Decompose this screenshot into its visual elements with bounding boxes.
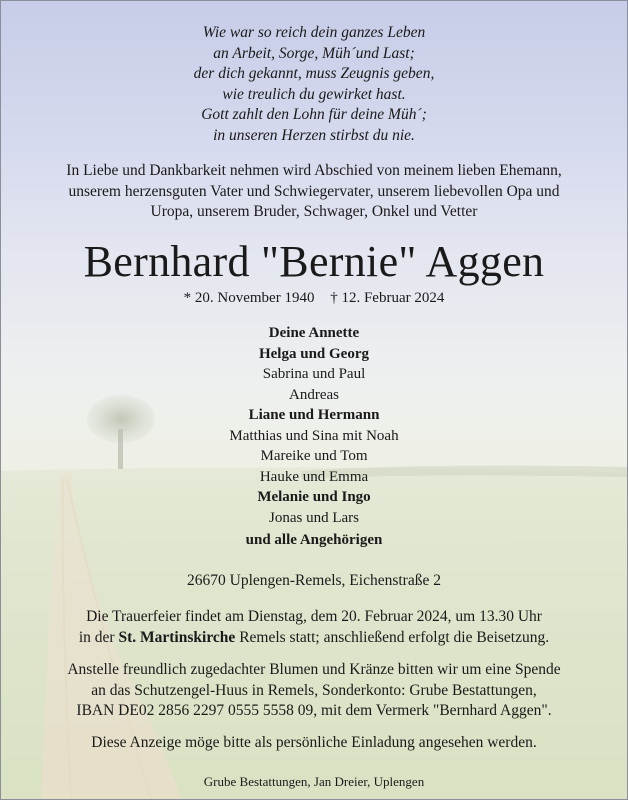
family-member: Jonas und Lars (269, 509, 359, 526)
service-line: Die Trauerfeier findet am Dienstag, dem 20. Februar 2024, um 13.30 Uhr (86, 608, 542, 625)
family-member: Mareike und Tom (260, 448, 368, 464)
donation-line: IBAN DE02 2856 2297 0555 5558 09, mit dem Vermerk "Bernhard Aggen". (76, 702, 552, 719)
family-member: Andreas (289, 386, 339, 403)
poem-line: Wie war so reich dein ganzes Leben (202, 24, 426, 41)
family-member: Helga und Georg (258, 345, 369, 362)
donation-line: Anstelle freundlich zugedachter Blumen und Kränze bitten wir um eine Spende (67, 661, 561, 678)
family-member: Hauke und Emma (259, 468, 369, 485)
funeral-home-footer: Grube Bestattungen, Jan Dreier, Uplengen (203, 774, 425, 789)
donation-line: an das Schutzengel-Huus in Remels, Sonderkonto: Grube Bestattungen, (91, 681, 537, 699)
deceased-name: Bernhard "Bernie" Aggen (83, 237, 545, 286)
service-prefix: in der (78, 628, 119, 646)
birth-date: * 20. November 1940 (183, 290, 315, 306)
service-suffix: Remels statt; anschließend erfolgt die Beisetzung. (235, 628, 550, 646)
family-member: Melanie und Ingo (257, 489, 371, 505)
donation-info (1, 660, 627, 722)
family-list (1, 323, 627, 551)
address: 26670 Uplengen-Remels, Eichenstraße 2 (187, 572, 441, 589)
poem-line: Gott zahlt den Lohn für deine Müh´; (201, 106, 427, 123)
invitation-note: Diese Anzeige möge bitte als persönliche Einladung angesehen werden. (91, 734, 537, 751)
intro-line: unserem herzensguten Vater und Schwiegervater, unserem liebevollen Opa und (68, 182, 560, 200)
intro-line: In Liebe und Dankbarkeit nehmen wird Abschied von meinem lieben Ehemann, (66, 162, 562, 179)
family-member: und alle Angehörigen (245, 532, 383, 548)
family-member: Liane und Hermann (248, 407, 380, 423)
poem-line: in unseren Herzen stirbst du nie. (213, 126, 415, 144)
poem-line: an Arbeit, Sorge, Müh´und Last; (213, 44, 415, 62)
death-date: † 12. Februar 2024 (330, 290, 445, 306)
church-name: St. Martinskirche (118, 628, 236, 646)
intro-line: Uropa, unserem Bruder, Schwager, Onkel und Vetter (150, 203, 478, 220)
service-line (1, 628, 627, 649)
family-member: Deine Annette (268, 325, 360, 341)
service-info (1, 607, 627, 648)
family-member: Matthias und Sina mit Noah (229, 427, 399, 444)
poem-line: der dich gekannt, muss Zeugnis geben, (193, 65, 435, 82)
intro-text (1, 161, 627, 223)
poem (1, 23, 627, 146)
family-member: Sabrina und Paul (262, 366, 366, 382)
life-dates (1, 288, 627, 308)
poem-line: wie treulich du gewirket hast. (222, 85, 406, 103)
